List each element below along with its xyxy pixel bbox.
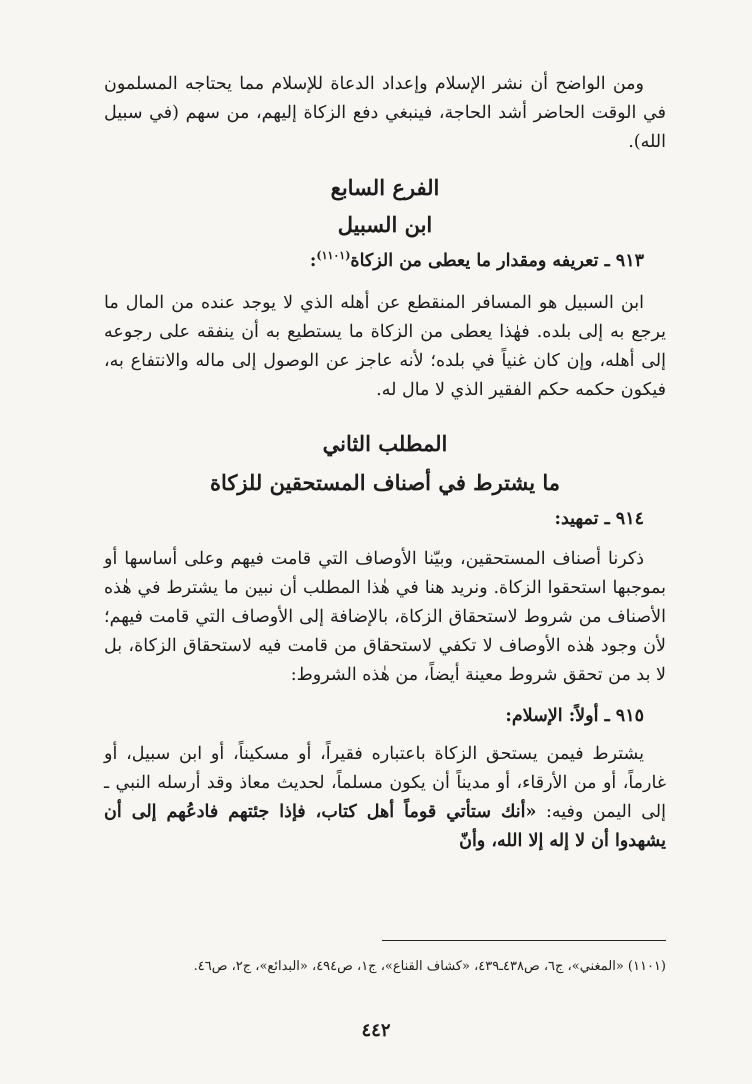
section-913-heading — [104, 249, 666, 271]
section-913-heading-text: ٩١٣ ـ تعريفه ومقدار ما يعطى من الزكاة — [350, 250, 644, 271]
page-number: ٤٤٢ — [361, 1020, 391, 1041]
section-913-heading-colon: : — [309, 250, 317, 271]
section-915-text: يشترط فيمن يستحق الزكاة باعتباره فقيراً، أو مسكيناً، أو ابن سبيل، أو غارماً، أو من الأرقاء، أو مديناً أن يكون مسلماً، لحديث معاذ وقد أرسله النبي ـ إلى اليمن وفيه: — [104, 743, 666, 822]
footnote-divider — [382, 940, 666, 941]
branch-title: الفرع السابع — [330, 175, 440, 200]
footnote-ref-1101: (١١٠١) — [316, 249, 351, 262]
section-914-body: ذكرنا أصناف المستحقين، وبيّنا الأوصاف التي قامت فيهم وعلى أساسها أو بموجبها استحقوا الزكاة. ونريد هنا في هٰذا المطلب أن نبين ما يشترط في هٰذه الأصناف من شروط لاستحقاق الزكاة، بالإضافة إلى الأوصاف التي قامت فيهم؛ لأن وجود هٰذه الأوصاف لا تكفي لاستحقاق من قامت فيه لاستحقاق الزكاة، بل لا بد من تحقق شروط معينة أيضاً، من هٰذه الشروط: — [104, 548, 666, 685]
requirement-subtitle: ما يشترط في أصناف المستحقين للزكاة — [209, 469, 561, 495]
section-915-body — [104, 740, 666, 856]
requirement-title: المطلب الثاني — [322, 430, 448, 456]
footnote: (١١٠١) «المغني»، ج٦، ص٤٣٨ـ٤٣٩، «كشاف القناع»، ج١، ص٤٩٤، «البدائع»، ج٢، ص٤٦. — [193, 959, 666, 974]
section-914-heading: ٩١٤ ـ تمهيد: — [554, 508, 644, 529]
branch-subtitle: ابن السبيل — [337, 212, 433, 237]
hadith-quote: «أنك ستأتي قوماً أهل كتاب، فإذا جئتهم فادعُهم إلى أن يشهدوا أن لا إله إلا الله، وأنّ — [104, 801, 666, 851]
intro-paragraph: ومن الواضح أن نشر الإسلام وإعداد الدعاة للإسلام مما يحتاجه المسلمون في الوقت الحاضر أشد الحاجة، فينبغي دفع الزكاة إليهم، من سهم (في سبيل الله). — [104, 74, 666, 152]
page-body — [104, 68, 666, 856]
section-915-heading: ٩١٥ ـ أولاً: الإسلام: — [505, 705, 644, 726]
section-913-body: ابن السبيل هو المسافر المنقطع عن أهله الذي لا يوجد عنده من المال ما يرجع به إلى بلده. فهٰذا يعطى من الزكاة ما يستطيع به أن ينفقه على رجوعه إلى أهله، وإن كان غنياً في بلده؛ لأنه عاجز عن الوصول إلى ماله والانتفاع به، فيكون حكمه حكم الفقير الذي لا مال له. — [104, 292, 666, 400]
